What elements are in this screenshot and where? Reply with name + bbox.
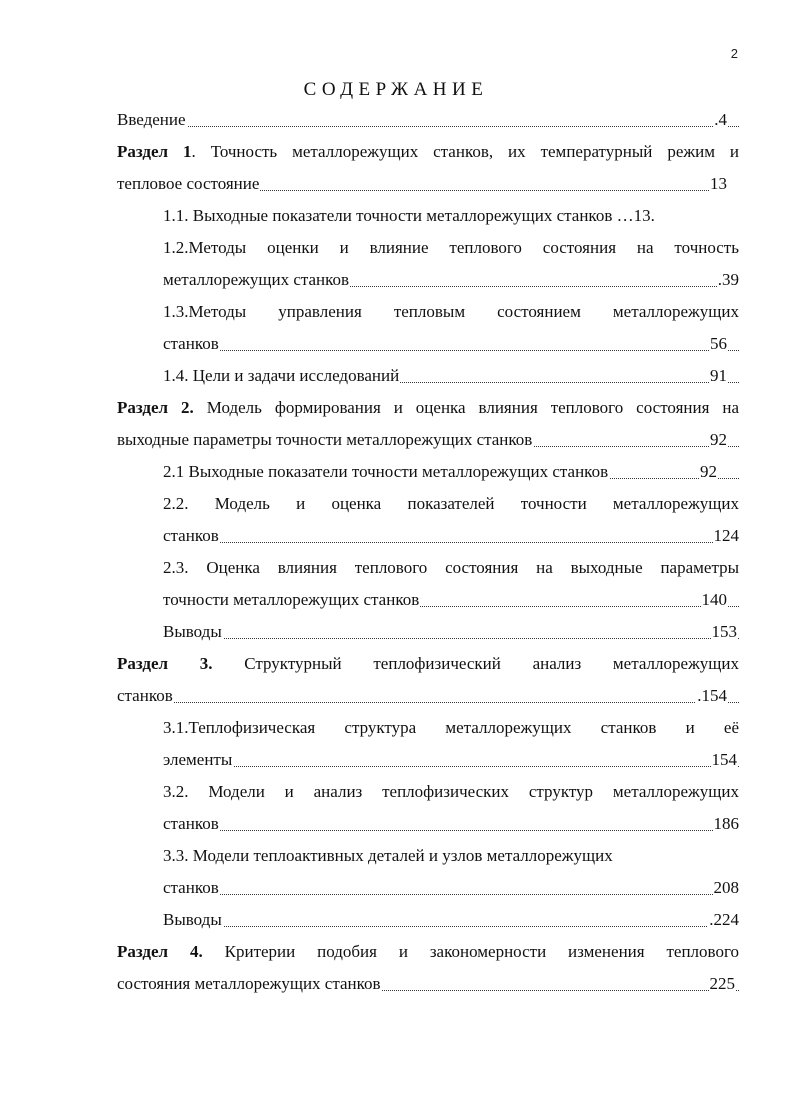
toc-section-4-line1: Раздел 4. Критерии подобия и закономерности изменения теплового — [117, 942, 739, 961]
toc-entry-2-3-line2: точности металлорежущих станков 140 — [163, 584, 739, 616]
toc-entry-1-3-line1: 1.3.Методы управления тепловым состоянием металлорежущих — [163, 302, 739, 321]
toc-entry-2-2-line2: станков 124 — [163, 520, 739, 552]
toc-entry-3-3-line2: станков 208 — [163, 872, 739, 904]
table-of-contents — [117, 104, 739, 1000]
toc-entry-2-3-line1: 2.3. Оценка влияния теплового состояния на выходные параметры — [163, 558, 739, 577]
toc-entry-2-2-line1: 2.2. Модель и оценка показателей точности металлорежущих — [163, 494, 739, 513]
toc-entry-3-2-line2: станков 186 — [163, 808, 739, 840]
toc-section-1-line1: Раздел 1. Точность металлорежущих станков, их температурный режим и — [117, 142, 739, 161]
toc-entry-1-1: 1.1. Выходные показатели точности металлорежущих станков …13. — [163, 206, 655, 225]
toc-entry-1-3-line2: станков 56 — [163, 328, 739, 360]
toc-section-2-line2: выходные параметры точности металлорежущих станков 92 — [117, 424, 739, 456]
toc-entry-1-2-line2: металлорежущих станков .39 — [163, 264, 739, 296]
toc-section-2-line1: Раздел 2. Модель формирования и оценка влияния теплового состояния на — [117, 398, 739, 417]
toc-entry-1-2-line1: 1.2.Методы оценки и влияние теплового состояния на точность — [163, 238, 739, 257]
toc-entry-3-2-line1: 3.2. Модели и анализ теплофизических структур металлорежущих — [163, 782, 739, 801]
toc-entry-intro: Введение .4 — [117, 104, 739, 136]
page-title: СОДЕРЖАНИЕ — [303, 79, 489, 100]
toc-entry-2-conclusions: Выводы 153 — [163, 616, 739, 648]
toc-entry-3-1-line1: 3.1.Теплофизическая структура металлорежущих станков и её — [163, 718, 739, 737]
toc-entry-3-conclusions: Выводы .224 — [163, 904, 739, 936]
toc-entry-2-1: 2.1 Выходные показатели точности металлорежущих станков 92 — [163, 456, 739, 488]
toc-entry-3-1-line2: элементы 154 — [163, 744, 739, 776]
toc-section-1-line2: тепловое состояние 13 — [117, 168, 739, 200]
toc-entry-3-3-line1: 3.3. Модели теплоактивных деталей и узлов металлорежущих — [163, 846, 613, 865]
toc-entry-1-4: 1.4. Цели и задачи исследований 91 — [163, 360, 739, 392]
toc-section-3-line1: Раздел 3. Структурный теплофизический анализ металлорежущих — [117, 654, 739, 673]
toc-section-4-line2: состояния металлорежущих станков 225 — [117, 968, 739, 1000]
page-number: 2 — [730, 46, 738, 61]
toc-section-3-line2: станков .154 — [117, 680, 739, 712]
